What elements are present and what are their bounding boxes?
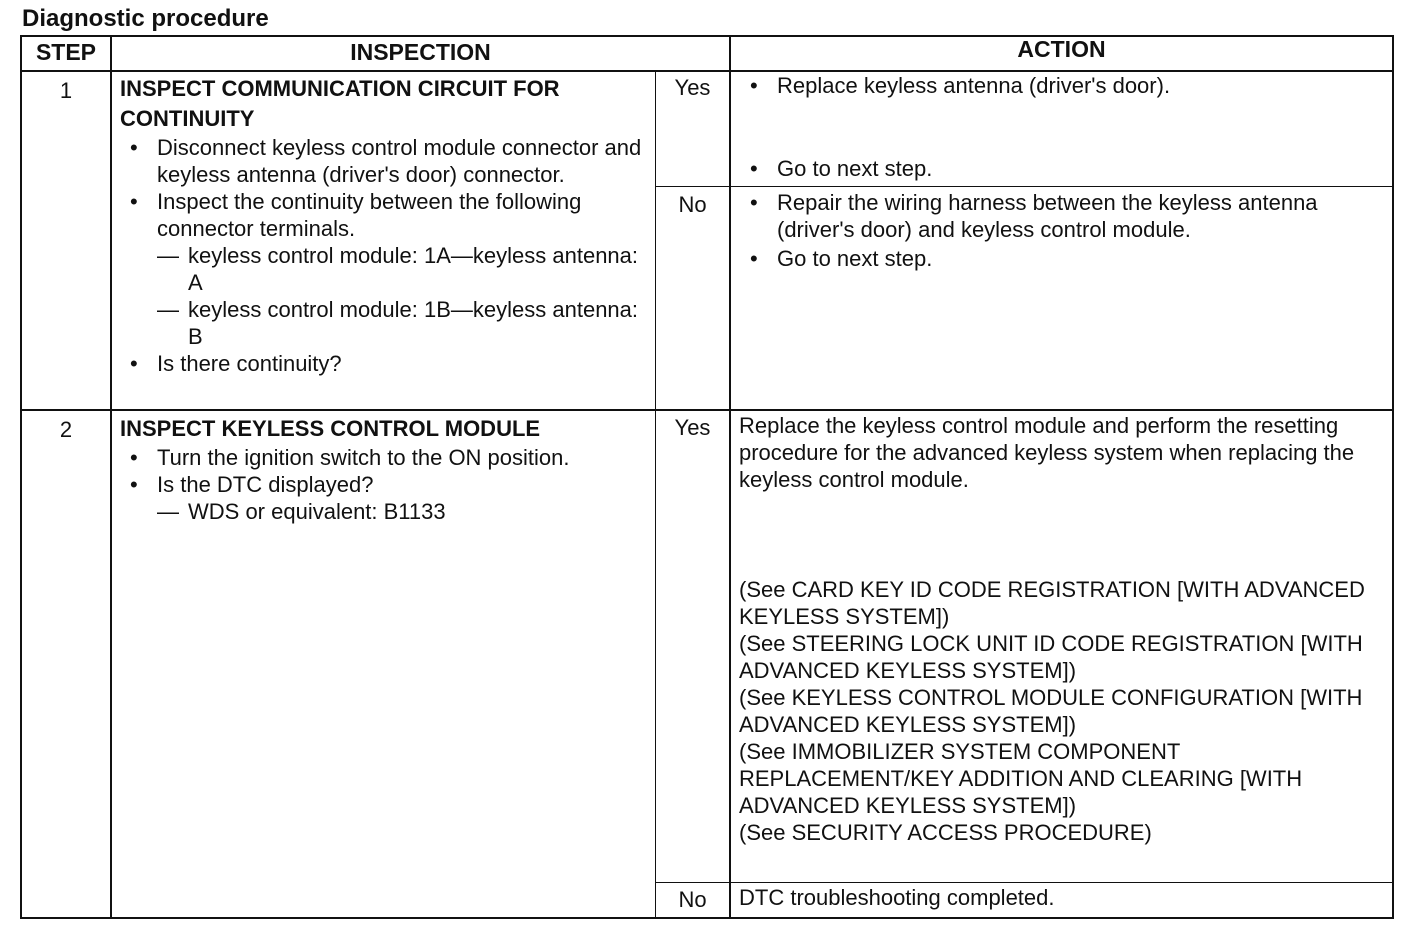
reference-item: (See IMMOBILIZER SYSTEM COMPONENT REPLACEMENT/KEY ADDITION AND CLEARING [WITH ADVANCED KEYLESS SYSTEM]) (739, 739, 1303, 818)
action-list (740, 189, 1385, 272)
inspection-bullets (120, 444, 650, 525)
inspection-bullet: • Disconnect keyless control module connector and keyless antenna (driver's door) connector. (120, 134, 650, 188)
header-step: STEP (35, 39, 97, 65)
action-column-divider (729, 35, 731, 919)
row2-yes-no-divider (655, 882, 1394, 883)
reference-list (739, 576, 1384, 846)
header-action: ACTION (1017, 36, 1106, 62)
inspection-bullets (120, 134, 650, 377)
answer-no: No (678, 192, 707, 217)
action-text: DTC troubleshooting completed. (739, 885, 1055, 910)
header-inspection: INSPECTION (350, 39, 491, 65)
inspection-subitem: — WDS or equivalent: B1133 (157, 498, 650, 525)
answer-no: No (678, 887, 707, 912)
inspection-cell (120, 414, 650, 525)
table-border-right (1392, 35, 1394, 919)
inspection-bullet: • Inspect the continuity between the following connector terminals. — keyless control module: 1A—keyless antenna: A — keyless control module: 1B—keyless antenna: B (120, 188, 650, 350)
inspection-subitem: — keyless control module: 1A—keyless antenna: A (157, 242, 650, 296)
inspection-bullet: • Is the DTC displayed? — WDS or equivalent: B1133 (120, 471, 650, 525)
step-column-divider (110, 35, 112, 919)
row1-yes-no-divider (655, 186, 1394, 187)
reference-item: (See SECURITY ACCESS PROCEDURE) (739, 820, 1152, 845)
action-list (740, 155, 1385, 182)
inspection-bullet: • Turn the ignition switch to the ON position. (120, 444, 650, 471)
row-divider (20, 409, 1394, 411)
step-number: 2 (59, 417, 73, 442)
table-border-left (20, 35, 22, 919)
inspection-cell (120, 74, 650, 377)
answer-yes: Yes (674, 415, 711, 440)
inspection-subitem: — keyless control module: 1B—keyless antenna: B (157, 296, 650, 350)
page-title: Diagnostic procedure (22, 5, 269, 32)
reference-item: (See STEERING LOCK UNIT ID CODE REGISTRATION [WITH ADVANCED KEYLESS SYSTEM]) (739, 631, 1363, 683)
action-item: • Go to next step. (740, 155, 1385, 182)
step-number: 1 (59, 78, 73, 103)
action-text: Replace the keyless control module and perform the resetting procedure for the advanced keyless system when replacing the keyless control module. (739, 413, 1355, 492)
table-border-bottom (20, 917, 1394, 919)
inspection-bullet: • Is there continuity? (120, 350, 650, 377)
answer-yes: Yes (674, 75, 711, 100)
reference-item: (See KEYLESS CONTROL MODULE CONFIGURATION [WITH ADVANCED KEYLESS SYSTEM]) (739, 685, 1363, 737)
inspection-heading: INSPECT COMMUNICATION CIRCUIT FOR CONTINUITY (120, 76, 560, 131)
inspection-heading: INSPECT KEYLESS CONTROL MODULE (120, 416, 541, 441)
action-item: • Repair the wiring harness between the keyless antenna (driver's door) and keyless control module. (740, 189, 1385, 243)
reference-item: (See CARD KEY ID CODE REGISTRATION [WITH ADVANCED KEYLESS SYSTEM]) (739, 577, 1365, 629)
action-item: • Replace keyless antenna (driver's door). (740, 72, 1385, 99)
action-list (740, 72, 1385, 99)
action-item: • Go to next step. (740, 245, 1385, 272)
